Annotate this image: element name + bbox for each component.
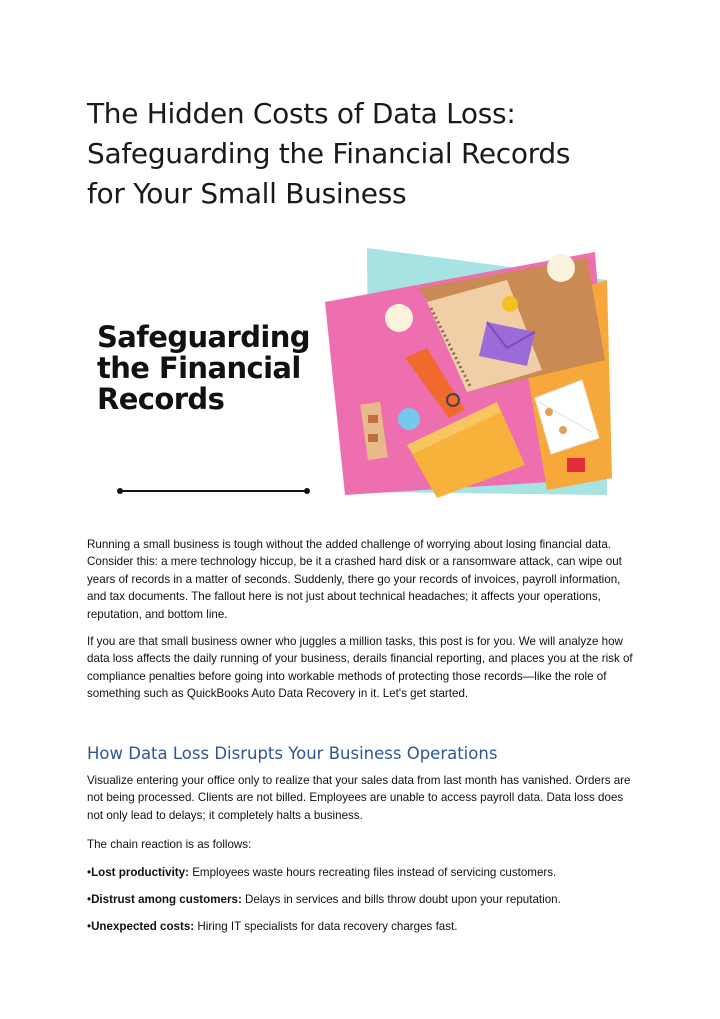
intro-paragraph xyxy=(87,633,637,703)
bullet-marker: • xyxy=(87,920,92,933)
section-heading: How Data Loss Disrupts Your Business Operations xyxy=(87,744,498,763)
blue-circle xyxy=(398,408,420,430)
bullet-term: Distrust among customers: xyxy=(91,893,242,906)
section-paragraph xyxy=(87,772,637,824)
bullet-term: Unexpected costs: xyxy=(91,920,195,933)
title-line: The Hidden Costs of Data Loss: xyxy=(87,97,516,130)
hero-line: Safeguarding xyxy=(97,320,310,354)
bullet-marker: • xyxy=(87,893,92,906)
paragraph-text: If you are that small business owner who juggles a million tasks, this post is for you. We will analyze how data loss affects the daily running of your business, derails financial reporting, and places you at the risk of compliance penalties before going into workable methods of protecting those records—like the role of something such as QuickBooks Auto Data Recovery in it. Let's get started. xyxy=(87,635,633,701)
cream-circle xyxy=(385,304,413,332)
hero-image xyxy=(87,240,627,505)
intro-paragraph xyxy=(87,536,637,623)
title-line: Safeguarding the Financial Records xyxy=(87,137,571,170)
envelope-button xyxy=(545,408,553,416)
bullet-marker: • xyxy=(87,866,92,879)
bullet-text: Delays in services and bills throw doubt upon your reputation. xyxy=(241,893,561,906)
paragraph-text: Running a small business is tough without the added challenge of worrying about losing financial data. Consider this: a mere technology hiccup, be it a crashed hard disk or a ransomware attack, can wipe out years of records in a matter of seconds. Suddenly, there go your records of invoices, payroll information, and tax documents. The fallout here is not just about technical headaches; it affects your operations, reputation, and bottom line. xyxy=(87,538,622,621)
section-paragraph xyxy=(87,836,637,853)
page-title xyxy=(87,94,647,214)
bullet-item xyxy=(87,864,647,881)
cream-circle xyxy=(547,254,575,282)
red-sharpener xyxy=(567,458,585,472)
bullet-term: Lost productivity: xyxy=(91,866,189,879)
hero-heading xyxy=(97,322,337,415)
bullet-item xyxy=(87,918,647,935)
tape-roll xyxy=(502,296,518,312)
divider-dot xyxy=(117,488,123,494)
hero-line: Records xyxy=(97,382,225,416)
title-line: for Your Small Business xyxy=(87,177,407,210)
paragraph-text: The chain reaction is as follows: xyxy=(87,838,252,851)
paragraph-text: Visualize entering your office only to realize that your sales data from last month has vanished. Orders are not being processed. Clients are not billed. Employees are unable to access payroll data. Data loss does not only lead to delays; it completely halts a business. xyxy=(87,774,631,822)
block-mark xyxy=(368,415,378,423)
hero-line: the Financial xyxy=(97,351,301,385)
envelope-button xyxy=(559,426,567,434)
divider-dot xyxy=(304,488,310,494)
bullet-text: Employees waste hours recreating files instead of servicing customers. xyxy=(188,866,557,879)
bullet-text: Hiring IT specialists for data recovery charges fast. xyxy=(194,920,458,933)
bullet-item xyxy=(87,891,647,908)
block-mark xyxy=(368,434,378,442)
